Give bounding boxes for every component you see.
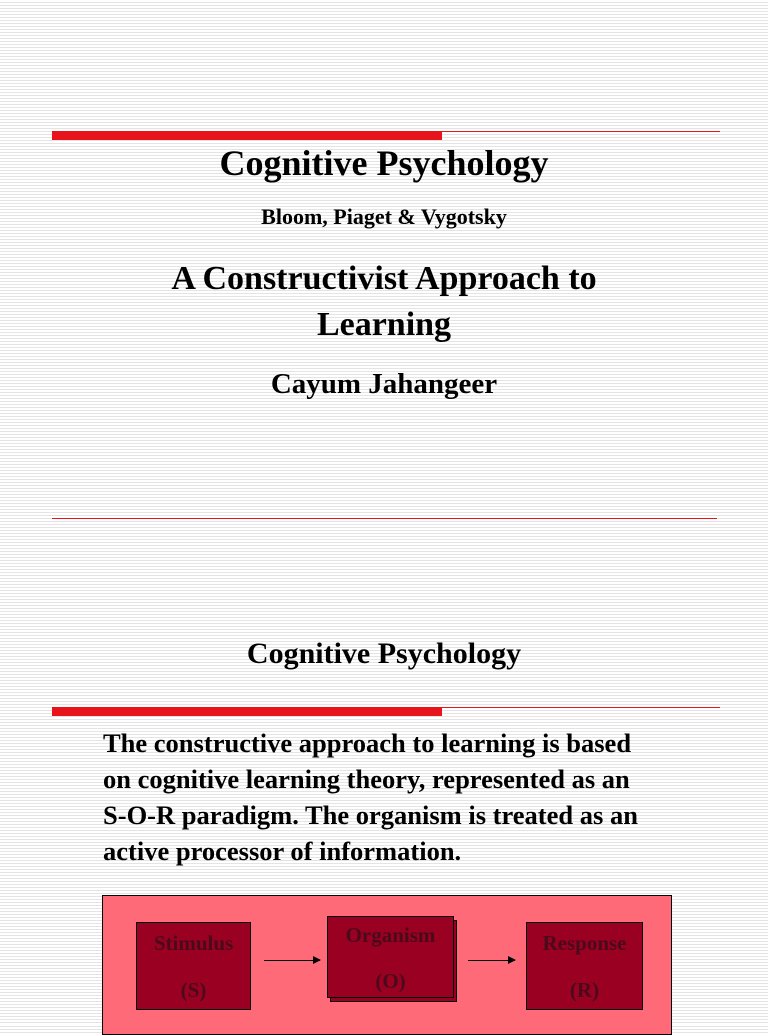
organism-label: Organism	[345, 923, 436, 947]
slide1-heading	[0, 256, 768, 348]
slide2-title: Cognitive Psychology	[246, 637, 522, 670]
slide1-subtitle: Bloom, Piaget & Vygotsky	[261, 204, 507, 229]
response-box	[526, 922, 643, 1010]
stimulus-code: (S)	[180, 978, 207, 1002]
stimulus-label: Stimulus	[153, 931, 234, 955]
title-accent-bar	[52, 131, 442, 140]
arrow-icon	[264, 960, 320, 961]
paragraph-line: S-O-R paradigm. The organism is treated as an	[103, 800, 638, 830]
response-label: Response	[542, 931, 627, 955]
stimulus-box	[136, 922, 251, 1010]
paragraph-line: on cognitive learning theory, represented as an	[103, 764, 630, 794]
organism-code: (O)	[375, 969, 406, 993]
slide1-author: Cayum Jahangeer	[270, 368, 498, 400]
paragraph-line: The constructive approach to learning is based	[103, 728, 632, 758]
slide2-accent-line	[442, 707, 720, 708]
response-code: (R)	[569, 978, 600, 1002]
title-accent-line	[442, 131, 720, 132]
arrow-icon	[468, 960, 515, 961]
sor-diagram	[102, 895, 672, 1035]
slide1-heading-line1: A Constructivist Approach to	[171, 260, 597, 297]
paragraph-line: active processor of information.	[103, 836, 462, 866]
slide2-accent-bar	[52, 707, 442, 716]
slide2-paragraph	[103, 725, 743, 869]
slide-divider-line	[52, 518, 717, 519]
slide1-title: Cognitive Psychology	[219, 143, 549, 183]
organism-box	[327, 916, 454, 998]
slide1-heading-line2: Learning	[316, 306, 452, 343]
